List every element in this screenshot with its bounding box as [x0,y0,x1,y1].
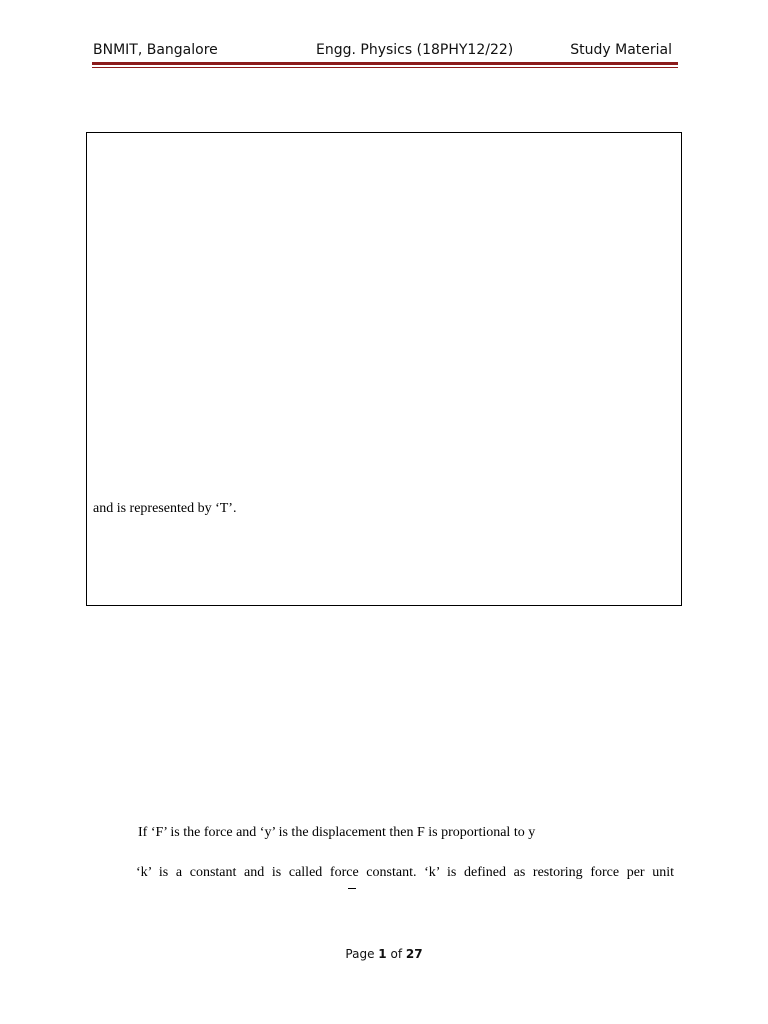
fraction-bar [348,888,356,889]
footer-current-page: 1 [378,947,387,961]
body-line-constant: ‘k’ is a constant and is called force constant. ‘k’ is defined as restoring force per unit [136,865,674,880]
header-rule-thin [92,67,678,68]
header-doc-type: Study Material [570,42,672,58]
header-institution: BNMIT, Bangalore [93,42,218,58]
footer-page-label: Page [345,947,375,961]
header-course: Engg. Physics (18PHY12/22) [316,42,514,58]
header-rule-thick [92,62,678,65]
page-footer [0,947,768,961]
box-text: and is represented by ‘T’. [93,501,237,516]
content-box [86,132,682,606]
body-line-force: If ‘F’ is the force and ‘y’ is the displacement then F is proportional to y [138,825,536,840]
footer-of-label: of [390,947,403,961]
footer-total-pages: 27 [405,947,423,961]
